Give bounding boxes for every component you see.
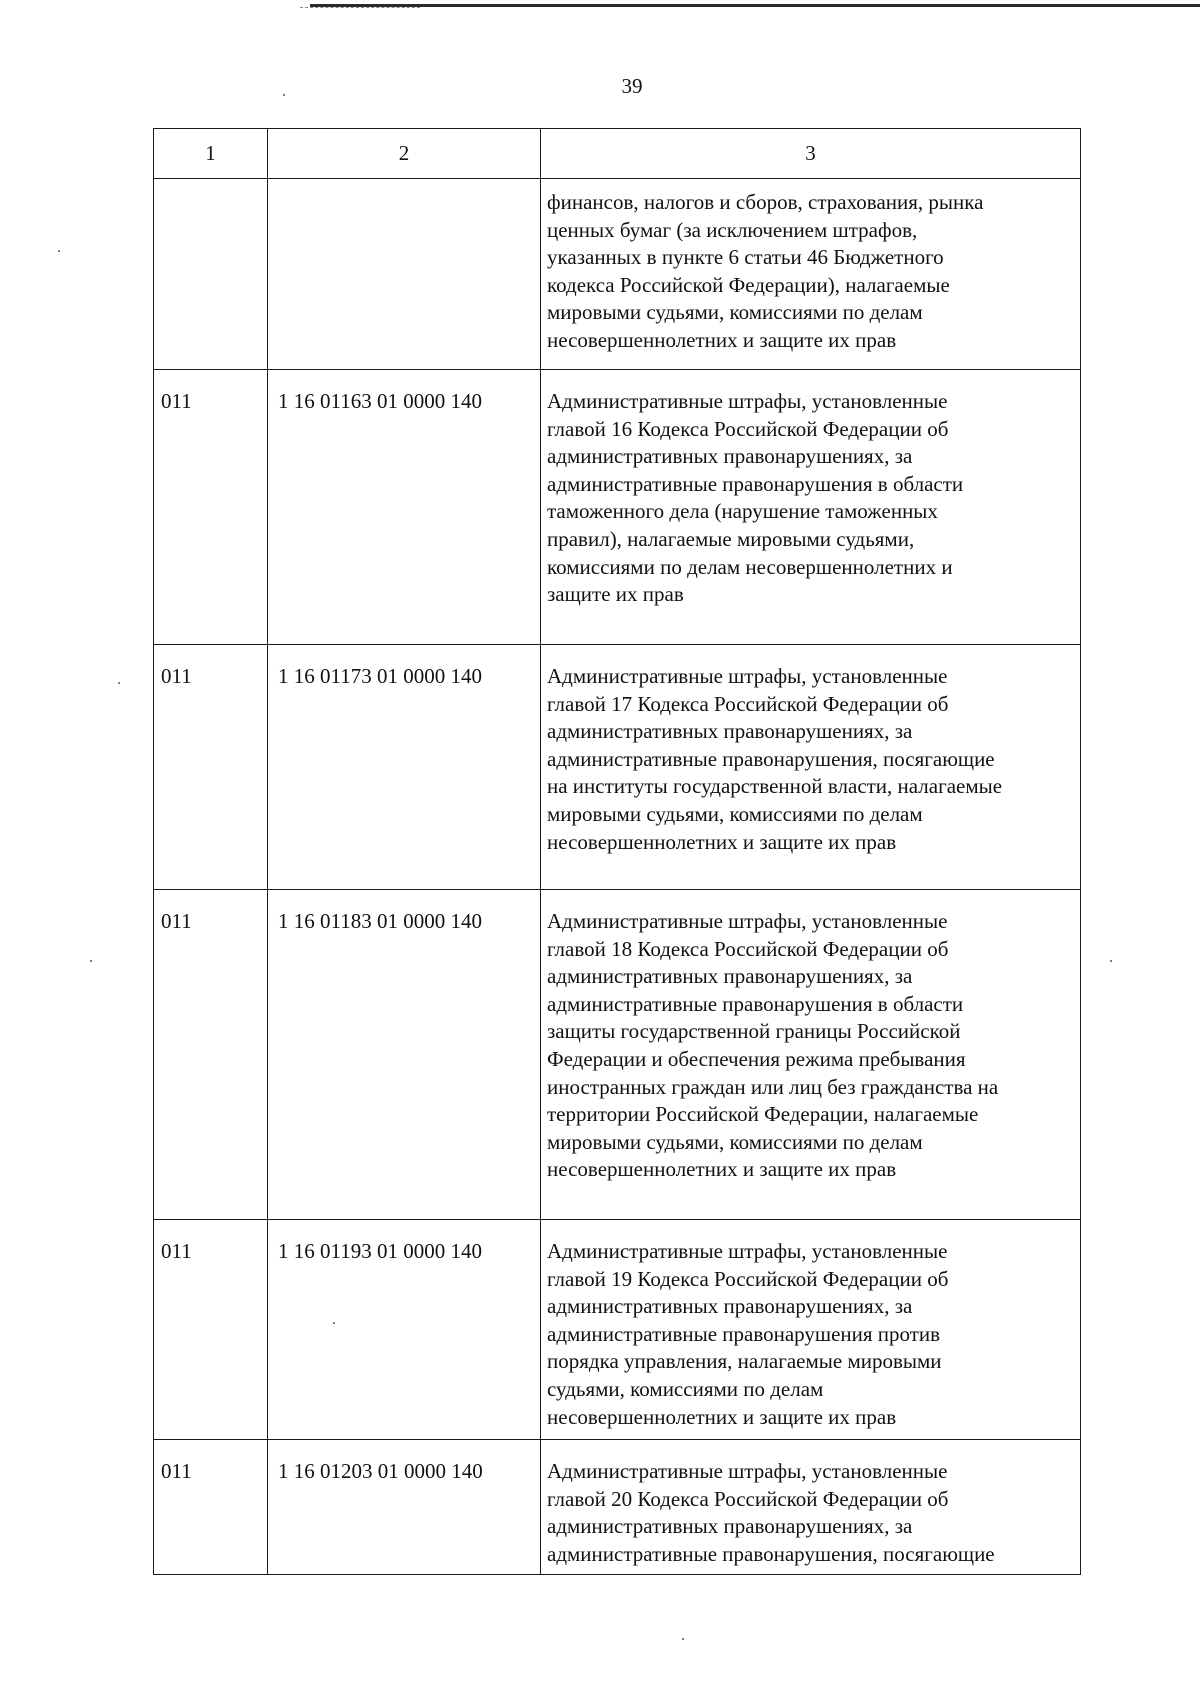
admin-code-cell: 011: [154, 1440, 268, 1575]
description-line: порядка управления, налагаемые мировыми: [547, 1349, 942, 1374]
description-cell: [541, 645, 1081, 890]
admin-code-cell: [154, 179, 268, 370]
description-line: комиссиями по делам несовершеннолетних и: [547, 554, 953, 579]
description-line: мировыми судьями, комиссиями по делам: [547, 300, 923, 325]
description-cell: [541, 370, 1081, 645]
scan-speck: [283, 94, 285, 96]
scan-speck: [58, 250, 60, 252]
column-header-3: 3: [541, 129, 1081, 179]
description-line: административные правонарушения, посягающие: [547, 1541, 995, 1566]
description-line: защиты государственной границы Российской: [547, 1019, 961, 1044]
description-line: ценных бумаг (за исключением штрафов,: [547, 217, 918, 242]
scan-speck: [90, 960, 92, 962]
admin-code-cell: 011: [154, 890, 268, 1220]
description-line: административные правонарушения против: [547, 1321, 941, 1346]
description-line: Федерации и обеспечения режима пребывания: [547, 1046, 966, 1071]
scan-speck: [333, 1322, 335, 1324]
kbk-code-cell: 1 16 01163 01 0000 140: [268, 370, 541, 645]
description-line: судьями, комиссиями по делам: [547, 1376, 824, 1401]
description-line: иностранных граждан или лиц без гражданства на: [547, 1074, 999, 1099]
description-line: административных правонарушениях, за: [547, 444, 913, 469]
description-line: на институты государственной власти, налагаемые: [547, 774, 1003, 799]
description-line: несовершеннолетних и защите их прав: [547, 327, 897, 352]
column-header-1: 1: [154, 129, 268, 179]
description-line: Административные штрафы, установленные: [547, 664, 948, 688]
description-line: мировыми судьями, комиссиями по делам: [547, 1129, 923, 1154]
description-cell: [541, 179, 1081, 370]
table-row: [154, 1440, 1081, 1575]
scan-speck: [1110, 960, 1112, 962]
description-line: Административные штрафы, установленные: [547, 1459, 948, 1483]
table-row: [154, 645, 1081, 890]
description-line: главой 19 Кодекса Российской Федерации об: [547, 1266, 949, 1291]
column-header-2: 2: [268, 129, 541, 179]
description-cell: [541, 1220, 1081, 1440]
table-row: [154, 890, 1081, 1220]
page-number: 39: [621, 74, 643, 98]
table-header-row: [154, 129, 1081, 179]
description-cell: [541, 1440, 1081, 1575]
scan-edge-dash: [300, 7, 420, 8]
description-line: административные правонарушения в области: [547, 471, 964, 496]
description-line: указанных в пункте 6 статьи 46 Бюджетного: [547, 245, 944, 270]
description-line: административных правонарушениях, за: [547, 1294, 913, 1319]
description-line: территории Российской Федерации, налагаемые: [547, 1102, 979, 1127]
description-line: главой 16 Кодекса Российской Федерации об: [547, 416, 949, 441]
table-row: [154, 1220, 1081, 1440]
scan-speck: [682, 1638, 684, 1640]
description-line: административные правонарушения в области: [547, 991, 964, 1016]
scan-speck: [118, 682, 120, 684]
admin-code-cell: 011: [154, 370, 268, 645]
description-line: кодекса Российской Федерации), налагаемые: [547, 272, 950, 297]
description-line: главой 18 Кодекса Российской Федерации об: [547, 936, 949, 961]
table-row: [154, 370, 1081, 645]
budget-codes-table: [153, 128, 1081, 1575]
kbk-code-cell: 1 16 01193 01 0000 140: [268, 1220, 541, 1440]
description-line: административные правонарушения, посягающие: [547, 746, 995, 771]
description-line: главой 20 Кодекса Российской Федерации об: [547, 1486, 949, 1511]
scan-edge-line: [310, 4, 1200, 11]
description-line: административных правонарушениях, за: [547, 719, 913, 744]
description-line: несовершеннолетних и защите их прав: [547, 829, 897, 854]
description-line: защите их прав: [547, 582, 684, 607]
admin-code-cell: 011: [154, 645, 268, 890]
kbk-code-cell: 1 16 01183 01 0000 140: [268, 890, 541, 1220]
kbk-code-cell: [268, 179, 541, 370]
admin-code-cell: 011: [154, 1220, 268, 1440]
description-line: финансов, налогов и сборов, страхования, рынка: [547, 190, 984, 214]
description-line: мировыми судьями, комиссиями по делам: [547, 801, 923, 826]
description-line: таможенного дела (нарушение таможенных: [547, 499, 938, 524]
description-line: правил), налагаемые мировыми судьями,: [547, 526, 915, 551]
description-line: главой 17 Кодекса Российской Федерации об: [547, 691, 949, 716]
description-line: несовершеннолетних и защите их прав: [547, 1404, 897, 1429]
description-line: Административные штрафы, установленные: [547, 1239, 948, 1263]
table-row: [154, 179, 1081, 370]
description-line: Административные штрафы, установленные: [547, 909, 948, 933]
description-line: несовершеннолетних и защите их прав: [547, 1157, 897, 1182]
description-cell: [541, 890, 1081, 1220]
description-line: административных правонарушениях, за: [547, 964, 913, 989]
description-line: Административные штрафы, установленные: [547, 389, 948, 413]
description-line: административных правонарушениях, за: [547, 1514, 913, 1539]
kbk-code-cell: 1 16 01173 01 0000 140: [268, 645, 541, 890]
kbk-code-cell: 1 16 01203 01 0000 140: [268, 1440, 541, 1575]
